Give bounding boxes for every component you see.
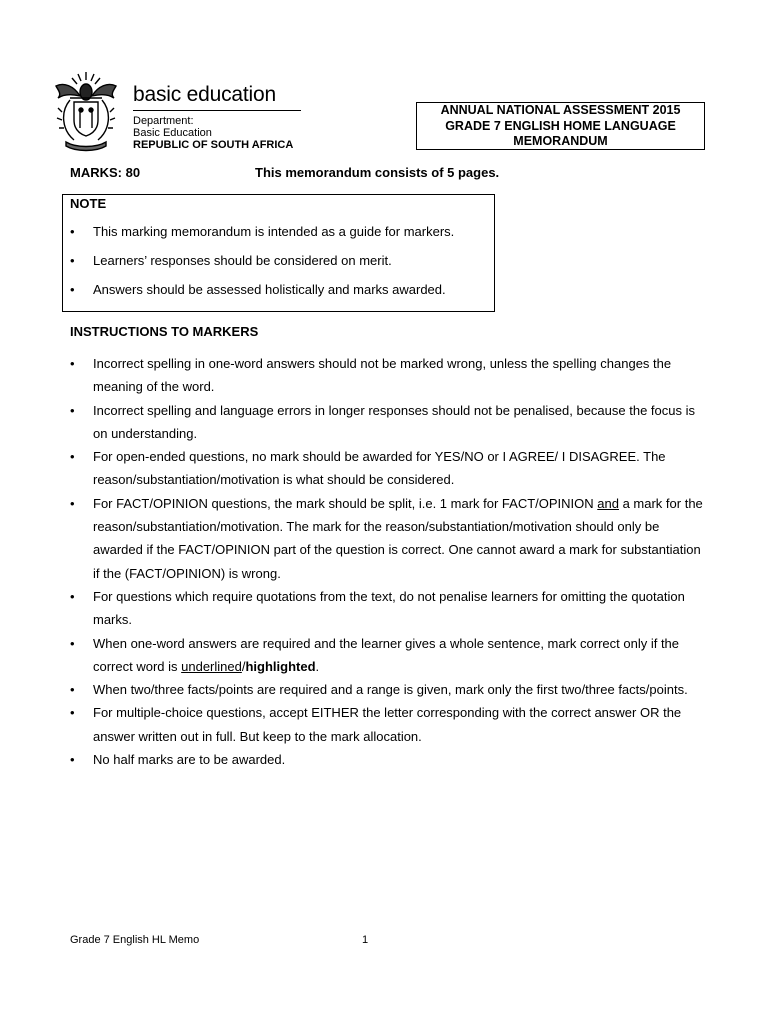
department-name: Basic Education	[133, 127, 212, 139]
department-brand	[133, 82, 301, 151]
bullet-icon: •	[70, 588, 75, 604]
slash-separator: /	[241, 658, 246, 674]
underlined-word: and	[597, 495, 619, 511]
instruction-item	[70, 632, 710, 679]
bullet-icon: •	[70, 253, 75, 268]
instruction-item	[70, 352, 710, 399]
bullet-icon: •	[70, 635, 75, 651]
instruction-text: Incorrect spelling and language errors in longer responses should not be penalised, because the focus is on understanding.	[93, 402, 695, 441]
title-line-2: GRADE 7 ENGLISH HOME LANGUAGE	[445, 118, 676, 133]
title-line-1: ANNUAL NATIONAL ASSESSMENT 2015	[440, 103, 681, 117]
page-count-note: This memorandum consists of 5 pages.	[255, 165, 500, 180]
coat-of-arms-icon	[48, 68, 124, 152]
bullet-icon: •	[70, 449, 75, 465]
instruction-text: No half marks are to be awarded.	[93, 752, 286, 768]
note-list	[63, 217, 454, 304]
instruction-text: For questions which require quotations from the text, do not penalise learners for omitting the quotation marks.	[93, 588, 685, 628]
department-label: Department:	[133, 115, 194, 127]
instruction-text-part: When one-word answers are required and the learner gives a whole sentence, mark correct only if the correct word is	[93, 635, 680, 674]
instructions-title: INSTRUCTIONS TO MARKERS	[70, 324, 259, 339]
note-text: Answers should be assessed holistically and marks awarded.	[93, 282, 446, 297]
footer-page-number: 1	[362, 934, 369, 946]
bullet-icon: •	[70, 495, 75, 511]
instruction-item	[70, 748, 710, 771]
bullet-icon: •	[70, 752, 75, 768]
instructions-list	[70, 352, 710, 771]
bullet-icon: •	[70, 402, 75, 418]
country-name: REPUBLIC OF SOUTH AFRICA	[133, 139, 294, 151]
note-item	[63, 217, 454, 246]
instruction-item	[70, 492, 710, 585]
instruction-text: For multiple-choice questions, accept EITHER the letter corresponding with the correct answer OR the answer written out in full. But keep to the mark allocation.	[93, 705, 682, 744]
note-item	[63, 275, 454, 304]
note-title: NOTE	[70, 196, 107, 211]
instruction-text: Incorrect spelling in one-word answers should not be marked wrong, unless the spelling changes the meaning of the word.	[93, 356, 672, 395]
bullet-icon: •	[70, 282, 75, 297]
underlined-word: underlined	[181, 658, 242, 674]
title-line-3: MEMORANDUM	[513, 134, 608, 148]
instruction-text-part: For FACT/OPINION questions, the mark should be split, i.e. 1 mark for FACT/OPINION	[93, 495, 598, 511]
instruction-item	[70, 399, 710, 446]
instruction-text: For open-ended questions, no mark should be awarded for YES/NO or I AGREE/ I DISAGREE. The reason/substantiation/motivation is what should be considered.	[93, 449, 666, 488]
instruction-item	[70, 445, 710, 492]
note-text: This marking memorandum is intended as a guide for markers.	[93, 224, 455, 239]
instruction-text: When two/three facts/points are required and a range is given, mark only the first two/three facts/points.	[93, 682, 688, 698]
note-item	[63, 246, 454, 275]
footer-document-name: Grade 7 English HL Memo	[70, 934, 200, 946]
bullet-icon: •	[70, 224, 75, 239]
instruction-item	[70, 585, 710, 632]
brand-title: basic education	[133, 82, 301, 111]
bold-word: highlighted	[245, 658, 316, 674]
instruction-item	[70, 701, 710, 748]
total-marks: MARKS: 80	[70, 165, 141, 180]
instruction-text-part: .	[315, 658, 320, 674]
assessment-title-box	[416, 102, 705, 150]
note-text: Learners’ responses should be considered on merit.	[93, 253, 392, 268]
bullet-icon: •	[70, 682, 75, 698]
bullet-icon: •	[70, 705, 75, 721]
note-box	[62, 194, 495, 312]
bullet-icon: •	[70, 356, 75, 371]
instruction-item	[70, 678, 710, 701]
instruction-text-part: a mark for the reason/substantiation/motivation. The mark for the reason/substantiation/motivation should only be awarded if the FACT/OPINION part of the question is correct. One cannot award a mark for substantiation if the (FACT/OPINION) is wrong.	[93, 495, 703, 581]
